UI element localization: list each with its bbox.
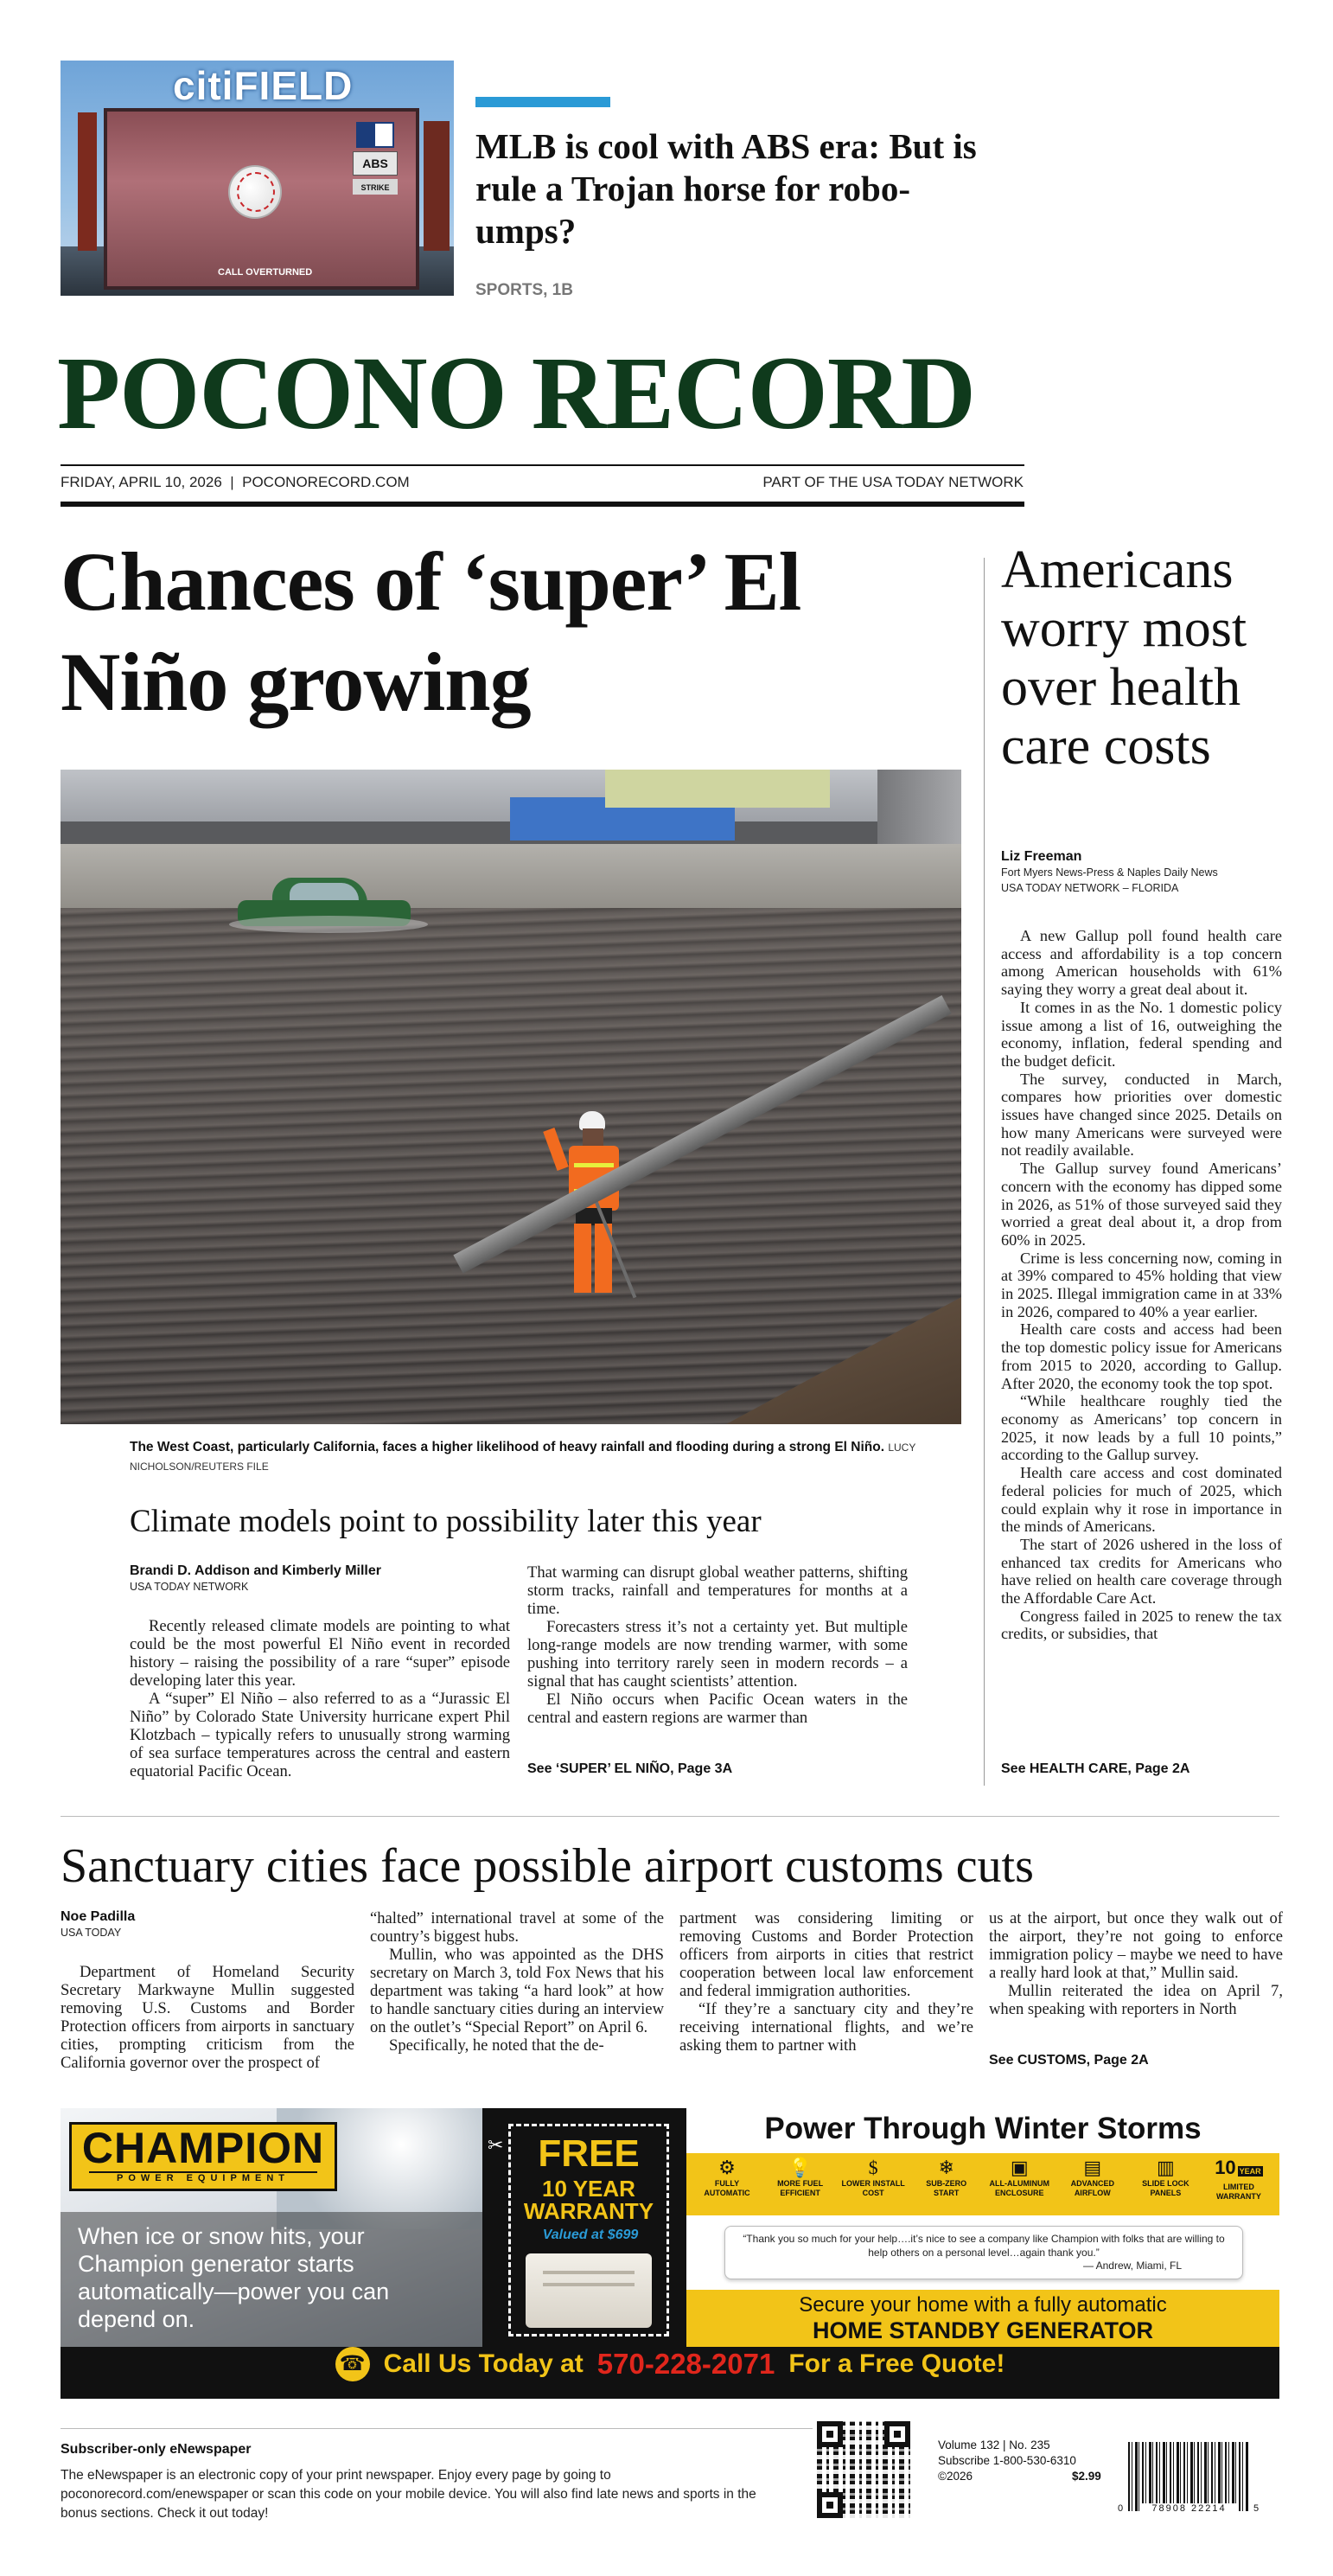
ad-left-copy: When ice or snow hits, your Champion generator starts automatically—power you can depend on.	[78, 2223, 390, 2332]
feature-item	[839, 2157, 907, 2202]
gear-icon: ⚙	[718, 2157, 736, 2178]
feature-label: FULLY AUTOMATIC	[704, 2179, 750, 2197]
feature-item	[1205, 2157, 1272, 2202]
warranty-badge-sub: YEAR	[1239, 2167, 1261, 2176]
sanctuary-paragraph: us at the airport, but once they walk out of the airport, they’re not going to enforce immigration policy – maybe we need to have a really hard look at that,” Mullin said.	[989, 1909, 1283, 1982]
section-divider	[61, 1816, 1279, 1817]
sanctuary-paragraph: Department of Homeland Security Secretary Markwayne Mullin suggested removing U.S. Customs and Border Protection officers from airports in sanctuary cities, prompting criticism from the California governor over the prospect of	[61, 1963, 354, 2072]
panel-icon: ▥	[1156, 2157, 1175, 2178]
side-column-divider	[984, 558, 985, 1786]
ad-testimonial-box	[724, 2226, 1243, 2279]
scoreboard-strike-label: STRIKE	[360, 183, 390, 192]
sanctuary-paragraph: partment was considering limiting or removing Customs and Border Protection officers from airports in cities that restrict cooperation between local law enforcement and federal immigration authorities.	[679, 1909, 973, 2000]
ad-feature-band	[686, 2153, 1279, 2215]
sanctuary-column-1	[61, 1963, 354, 2072]
lead-column-1	[130, 1617, 510, 1780]
side-byline-block	[1001, 849, 1286, 896]
snowflake-icon: ❄	[938, 2157, 954, 2178]
car	[238, 878, 411, 931]
scissors-icon: ✂	[488, 2134, 504, 2156]
footer-volume: Volume 132 | No. 235	[938, 2439, 1050, 2451]
phone-icon: ☎	[335, 2347, 370, 2381]
coupon-warranty: 10 YEAR WARRANTY	[523, 2176, 654, 2224]
ad-coupon[interactable]	[482, 2108, 686, 2347]
footer-price: $2.99	[1072, 2470, 1101, 2483]
side-byline: Liz Freeman	[1001, 849, 1082, 864]
enclosure-icon: ▣	[1010, 2157, 1029, 2178]
dollar-icon: $	[868, 2157, 878, 2178]
badge-icon	[1205, 2157, 1272, 2183]
lead-col1-paragraph: Recently released climate models are pointing to what could be the most powerful El Niño event in recorded history – raising the possibility of a rare “super” episode developing later this year.	[130, 1617, 510, 1690]
feature-label: MORE FUEL EFFICIENT	[777, 2179, 824, 2197]
lead-photo-caption	[130, 1438, 934, 1476]
sanctuary-paragraph: “If they’re a sanctuary city and they’re receiving international flights, and we’re asking them to partner with	[679, 2000, 973, 2055]
lead-col2-paragraph: Forecasters stress it’s not a certainty yet. But multiple long-range models are now trending warmer, with some pushing into territory rarely seen in modern records – a signal that has caught scientists’ attention.	[527, 1618, 908, 1691]
ad-title: Power Through Winter Storms	[764, 2112, 1202, 2145]
sports-teaser-photo[interactable]	[61, 61, 454, 296]
lead-col1-paragraph: A “super” El Niño – also referred to as a “Jurassic El Niño” by Colorado State University hurricane expert Phil Klotzbach – typically refers to unusually strong warming of sea surface temperatures across the central and eastern equatorial Pacific Ocean.	[130, 1690, 510, 1780]
sanctuary-column-2	[370, 1909, 664, 2055]
side-paragraph: The start of 2026 ushered in the loss of enhanced tax credits for Americans who have relied on health care coverage through the Affordable Care Act.	[1001, 1535, 1282, 1608]
lead-col2-paragraph: El Niño occurs when Pacific Ocean waters in the central and eastern regions are warmer than	[527, 1691, 908, 1727]
feature-label: ALL-ALUMINUM ENCLOSURE	[989, 2179, 1049, 2197]
feature-label: SLIDE LOCK PANELS	[1142, 2179, 1189, 2197]
champion-logo-sub: POWER EQUIPMENT	[89, 2171, 317, 2183]
ad-secure-line1: Secure your home with a fully automatic	[799, 2293, 1167, 2317]
enews-title[interactable]: Subscriber-only eNewspaper	[61, 2442, 252, 2457]
lead-col2-paragraph: That warming can disrupt global weather patterns, shifting storm tracks, rainfall and temperatures for months at a time.	[527, 1563, 908, 1618]
side-paragraph: Crime is less concerning now, coming in at 39% compared to 45% holding that view in 2025. Illegal immigration came in at 33% in 2026, compared to 40% a year earlier.	[1001, 1249, 1282, 1320]
lead-affiliation: USA TODAY NETWORK	[130, 1581, 249, 1593]
side-paragraph: The survey, conducted in March, compares how priorities over domestic issues have changed since 2025. Details on how many Americans were surveyed were not readily available.	[1001, 1070, 1282, 1160]
feature-label: LIMITED WARRANTY	[1215, 2183, 1261, 2201]
champion-ad[interactable]	[61, 2108, 1279, 2399]
feature-list	[686, 2153, 1279, 2202]
ad-right-panel	[686, 2108, 1279, 2347]
ad-testimonial: “Thank you so much for your help….it’s nice to see a company like Champion with folks that are willing to help others on a personal level…again thank you.”	[743, 2233, 1225, 2259]
call-suffix: For a Free Quote!	[788, 2349, 1005, 2378]
footer-divider	[61, 2428, 813, 2429]
feature-label: ADVANCED AIRFLOW	[1070, 2179, 1114, 2197]
teaser-accent-bar	[475, 97, 610, 107]
scoreboard-abs-label: ABS	[362, 157, 388, 170]
sanctuary-paragraph: Mullin reiterated the idea on April 7, when speaking with reporters in North	[989, 1982, 1283, 2018]
lead-photo[interactable]	[61, 770, 961, 1424]
fan-icon: ▤	[1083, 2157, 1102, 2178]
teaser-section-label[interactable]: SPORTS, 1B	[475, 281, 573, 299]
qr-code[interactable]	[817, 2421, 910, 2518]
sanctuary-affiliation: USA TODAY	[61, 1927, 122, 1939]
baseball-icon	[228, 165, 282, 219]
feature-item	[913, 2157, 980, 2202]
barcode-right-digit: 5	[1253, 2503, 1260, 2514]
side-paragraph: Health care access and cost dominated federal policies for much of 2025, which could explain why it rose in importance in the minds of Americans.	[1001, 1464, 1282, 1536]
sanctuary-byline-block	[61, 1909, 354, 1940]
lead-column-2	[527, 1563, 908, 1727]
side-paragraph: A new Gallup poll found health care access and affordability is a top concern among American households with 61% saying they worry a great deal about it.	[1001, 927, 1282, 999]
coupon-free: FREE	[538, 2132, 640, 2175]
masthead-network: PART OF THE USA TODAY NETWORK	[762, 474, 1024, 490]
side-column-text	[1001, 927, 1282, 1643]
barcode	[1128, 2442, 1249, 2511]
lead-jump-link[interactable]: See ‘SUPER’ EL NIÑO, Page 3A	[527, 1761, 733, 1776]
enews-text: The eNewspaper is an electronic copy of your print newspaper. Enjoy every page by going to poconorecord.com/enewspaper or scan this code on your mobile device. You will also find late news and sports in the bonus sections. Check it out today!	[61, 2468, 756, 2521]
feature-item	[693, 2157, 761, 2202]
side-paragraph: It comes in as the No. 1 domestic policy issue among a list of 16, outweighing the economy, inflation, federal spending and the budget deficit.	[1001, 998, 1282, 1070]
lead-byline-block	[130, 1563, 510, 1595]
mlb-logo-icon	[356, 122, 394, 148]
barcode-number: 78908 22214	[1139, 2503, 1239, 2514]
lead-byline: Brandi D. Addison and Kimberly Miller	[130, 1563, 381, 1578]
lead-headline[interactable]: Chances of ‘super’ El Niño growing	[61, 535, 801, 728]
champion-logo-text: CHAMPION	[81, 2124, 325, 2172]
masthead-rule-thick	[61, 502, 1024, 507]
sanctuary-paragraph: Specifically, he noted that the de-	[389, 2036, 604, 2055]
barcode-left-digit: 0	[1118, 2503, 1124, 2514]
masthead-dateline: FRIDAY, APRIL 10, 2026 | POCONORECORD.COM	[61, 474, 410, 490]
warranty-badge-number: 10	[1215, 2157, 1236, 2178]
caption-text: The West Coast, particularly California, faces a higher likelihood of heavy rainfall and flooding during a strong El Niño.	[130, 1440, 885, 1454]
feature-item	[985, 2157, 1053, 2202]
feature-label: LOWER INSTALL COST	[841, 2179, 905, 2197]
scoreboard	[104, 108, 419, 290]
side-paragraph: “While healthcare roughly tied the economy as Americans’ top concern in 2025, it now leads by a full 10 points,” according to the Gallup survey.	[1001, 1392, 1282, 1464]
feature-item	[1059, 2157, 1126, 2202]
sanctuary-headline[interactable]: Sanctuary cities face possible airport customs cuts	[61, 1839, 1034, 1893]
lead-subhead[interactable]: Climate models point to possibility later this year	[130, 1504, 762, 1539]
side-paragraph: Health care costs and access had been the top domestic policy issue for Americans from 2015 to 2020, according to Gallup. After 2020, the economy took the top spot.	[1001, 1320, 1282, 1392]
bulb-icon: 💡	[788, 2157, 813, 2178]
feature-label: SUB-ZERO START	[926, 2179, 967, 2197]
stadium-sign	[173, 61, 415, 112]
generator-icon	[526, 2253, 652, 2328]
call-phone-number[interactable]: 570-228-2071	[596, 2348, 775, 2380]
stadium-sign-text: citiFIELD	[173, 63, 354, 108]
sanctuary-paragraph: Mullin, who was appointed as the DHS secretary on March 3, told Fox News that his department was taking “a hard look” at how to handle sanctuary cities during an interview on the outlet’s “Special Report” on April 6.	[370, 1946, 664, 2036]
side-paragraph: The Gallup survey found Americans’ concern with the economy has dipped some in 2026, as 51% of those surveyed said they worried a great deal about it, a drop from 60% in 2025.	[1001, 1160, 1282, 1249]
ad-call-bar[interactable]	[61, 2347, 1279, 2399]
masthead-rule-thin	[61, 464, 1024, 466]
feature-item	[767, 2157, 834, 2202]
masthead-title: POCONO RECORD	[57, 336, 975, 451]
sanctuary-jump-link[interactable]: See CUSTOMS, Page 2A	[989, 2053, 1149, 2068]
photo-credit: LUCY NICHOLSON/REUTERS FILE	[130, 1441, 916, 1473]
side-affiliation-2: USA TODAY NETWORK – FLORIDA	[1001, 882, 1179, 894]
footer-subscribe[interactable]: Subscribe 1-800-530-6310	[938, 2454, 1076, 2467]
side-paragraph: Congress failed in 2025 to renew the tax credits, or subsidies, that	[1001, 1607, 1282, 1643]
side-headline[interactable]: Americans worry most over health care costs	[1001, 540, 1247, 776]
sanctuary-paragraph: “halted” international travel at some of the country’s biggest hubs.	[370, 1909, 664, 1946]
champion-logo	[69, 2122, 337, 2191]
sanctuary-column-4	[989, 1909, 1283, 2018]
teaser-headline[interactable]: MLB is cool with ABS era: But is rule a Trojan horse for robo-umps?	[475, 126, 977, 251]
coupon-value: Valued at $699	[542, 2228, 639, 2242]
ad-secure-line2: HOME STANDBY GENERATOR	[812, 2317, 1154, 2343]
feature-item	[1132, 2157, 1199, 2202]
sanctuary-byline: Noe Padilla	[61, 1909, 136, 1924]
footer-copyright: ©2026	[938, 2470, 973, 2483]
ad-testimonial-author: — Andrew, Miami, FL	[1082, 2260, 1182, 2272]
side-jump-link[interactable]: See HEALTH CARE, Page 2A	[1001, 1761, 1190, 1776]
scoreboard-call-text: CALL OVERTURNED	[218, 267, 313, 278]
call-prefix: Call Us Today at	[383, 2349, 584, 2378]
sanctuary-column-3	[679, 1909, 973, 2055]
side-affiliation-1: Fort Myers News-Press & Naples Daily News	[1001, 866, 1218, 879]
ad-secure-band	[686, 2290, 1279, 2347]
